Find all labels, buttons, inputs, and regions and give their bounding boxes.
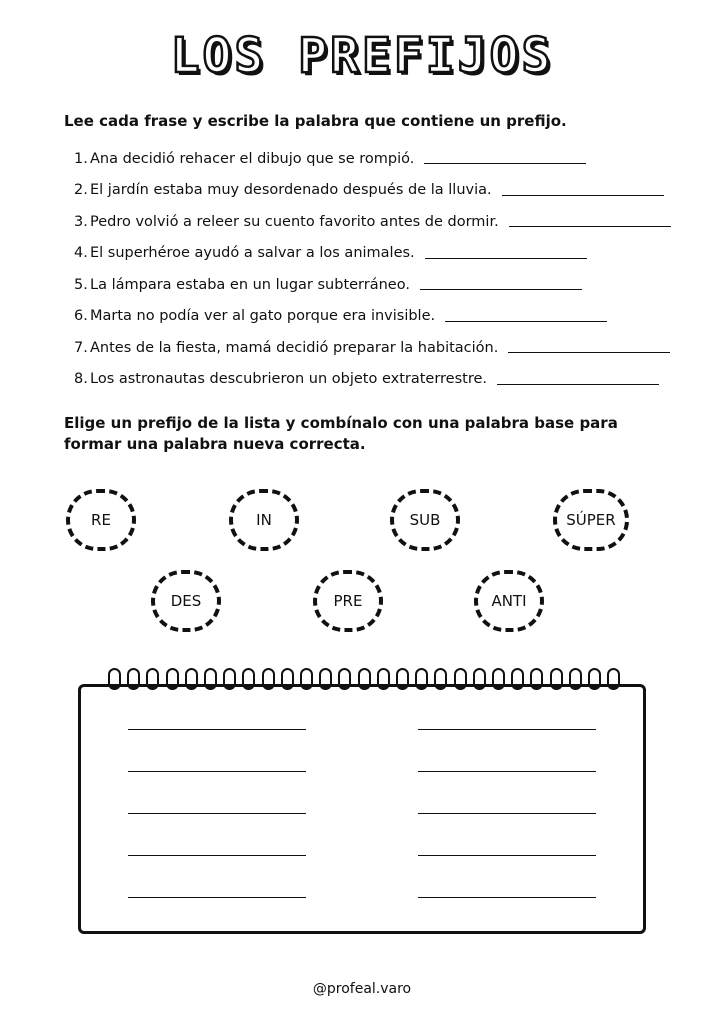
question-item [74,269,694,301]
answer-line[interactable] [128,771,306,772]
answer-line[interactable] [509,216,671,227]
spiral-hole [458,685,463,690]
answer-line[interactable] [497,374,659,385]
prefix-pre: PRE [313,570,383,632]
spiral-hole [400,685,405,690]
question-number: 6. [74,308,88,325]
answer-line[interactable] [128,855,306,856]
question-item [74,175,694,207]
answer-line[interactable] [502,185,664,196]
prefix-sub: SUB [390,489,460,551]
question-item [74,206,694,238]
answer-line[interactable] [418,813,596,814]
spiral-hole [554,685,559,690]
question-number: 2. [74,182,88,199]
spiral-binding [108,668,628,698]
question-text: El superhéroe ayudó a salvar a los animales. [90,245,415,262]
page-title: LOS PREFIJOS [170,28,554,84]
spiral-hole [208,685,213,690]
spiral-hole [285,685,290,690]
question-text: Marta no podía ver al gato porque era invisible. [90,308,436,325]
answer-line[interactable] [445,311,607,322]
prefix-super: SÚPER [553,489,629,551]
prefix-re: RE [66,489,136,551]
spiral-hole [362,685,367,690]
answer-line[interactable] [424,153,586,164]
answer-line[interactable] [425,248,587,259]
prefix-anti: ANTI [474,570,544,632]
answer-line[interactable] [418,729,596,730]
answer-line[interactable] [128,897,306,898]
question-number: 1. [74,150,88,167]
spiral-hole [189,685,194,690]
question-item [74,143,694,175]
question-list [74,143,694,395]
question-number: 8. [74,371,88,388]
question-number: 7. [74,339,88,356]
spiral-hole [477,685,482,690]
question-text: Los astronautas descubrieron un objeto extraterrestre. [90,371,488,388]
question-text: Ana decidió rehacer el dibujo que se rompió. [90,150,415,167]
spiral-hole [112,685,117,690]
footer-credit: @profeal.varo [312,981,412,997]
spiral-hole [266,685,271,690]
answer-line[interactable] [418,897,596,898]
answer-line[interactable] [128,813,306,814]
spiral-hole [573,685,578,690]
question-number: 3. [74,213,88,230]
spiral-hole [170,685,175,690]
question-text: Antes de la fiesta, mamá decidió preparar la habitación. [90,339,499,356]
prefix-des: DES [151,570,221,632]
answer-line[interactable] [128,729,306,730]
question-text: Pedro volvió a releer su cuento favorito antes de dormir. [90,213,499,230]
question-item [74,301,694,333]
question-number: 4. [74,245,88,262]
spiral-hole [496,685,501,690]
question-text: La lámpara estaba en un lugar subterráneo. [90,276,410,293]
prefix-in: IN [229,489,299,551]
instruction-1: Lee cada frase y escribe la palabra que contiene un prefijo. [64,112,567,130]
answer-line[interactable] [418,855,596,856]
spiral-hole [304,685,309,690]
spiral-hole [381,685,386,690]
question-number: 5. [74,276,88,293]
answer-line[interactable] [420,279,582,290]
question-item [74,238,694,270]
instruction-2: Elige un prefijo de la lista y combínalo con una palabra base para formar una palabra nueva correcta. [64,414,618,453]
answer-line[interactable] [418,771,596,772]
spiral-hole [592,685,597,690]
question-item [74,332,694,364]
question-item [74,364,694,396]
question-text: El jardín estaba muy desordenado después de la lluvia. [90,182,492,199]
answer-line[interactable] [508,342,670,353]
